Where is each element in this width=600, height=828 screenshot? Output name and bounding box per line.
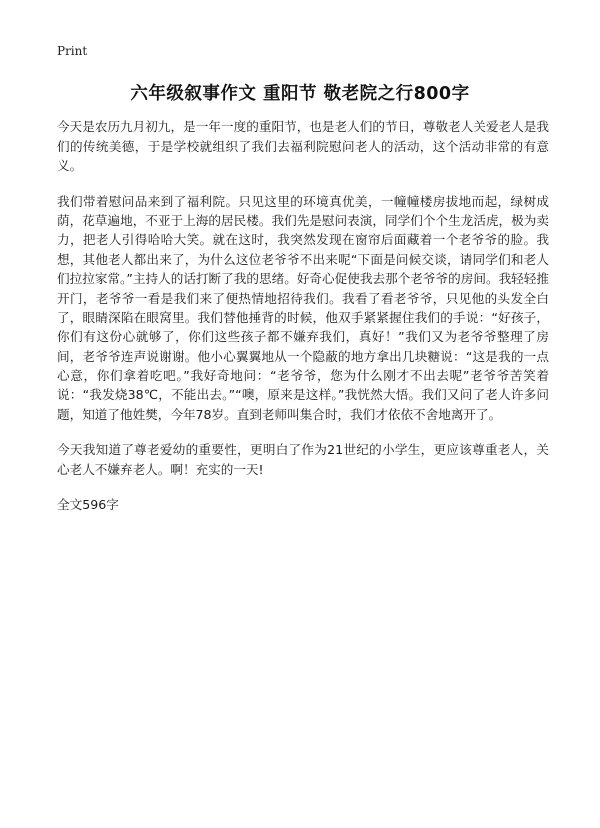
paragraph-conclusion: 今天我知道了尊老爱幼的重要性，更明白了作为21世纪的小学生，更应该尊重老人，关心老人不嫌弃老人。啊！充实的一天! bbox=[57, 441, 549, 477]
article-body bbox=[57, 117, 549, 515]
print-link[interactable]: Print bbox=[57, 44, 88, 58]
paragraph-main: 我们带着慰问品来到了福利院。只见这里的环境真优美，一幢幢楼房拔地而起，绿树成荫，花草遍地，不亚于上海的居民楼。我们先是慰问表演，同学们个个生龙活虎，极为卖力，把老人引得哈哈大笑。就在这时，我突然发现在窗帘后面藏着一个老爷爷的脸。我想，其他老人都出来了，为什么这位老爷爷不出来呢“下面是问候交谈，请同学们和老人们拉拉家常。”主持人的话打断了我的思绪。好奇心促使我去那个老爷爷的房间。我轻轻推开门，老爷爷一看是我们来了便热情地招待我们。我看了看老爷爷，只见他的头发全白了，眼睛深陷在眼窝里。我们替他捶背的时候，他双手紧紧握住我们的手说：“好孩子，你们有这份心就够了，你们这些孩子都不嫌弃我们，真好！”我们又为老爷爷整理了房间，老爷爷连声说谢谢。他小心翼翼地从一个隐蔽的地方拿出几块糖说：“这是我的一点心意，你们拿着吃吧。”我好奇地问：“老爷爷，您为什么刚才不出去呢”老爷爷苦笑着说：“我发烧38℃，不能出去。”“噢，原来是这样。”我恍然大悟。我们又问了老人许多问题，知道了他姓樊，今年78岁。直到老师叫集合时，我们才依依不舍地离开了。 bbox=[57, 193, 549, 422]
word-count: 全文596字 bbox=[57, 497, 119, 513]
article-title: 六年级叙事作文 重阳节 敬老院之行800字 bbox=[130, 84, 470, 104]
paragraph-intro: 今天是农历九月初九，是一年一度的重阳节，也是老人们的节日，尊敬老人关爱老人是我们的传统美德，于是学校就组织了我们去福利院慰问老人的活动，这个活动非常的有意义。 bbox=[57, 119, 549, 174]
